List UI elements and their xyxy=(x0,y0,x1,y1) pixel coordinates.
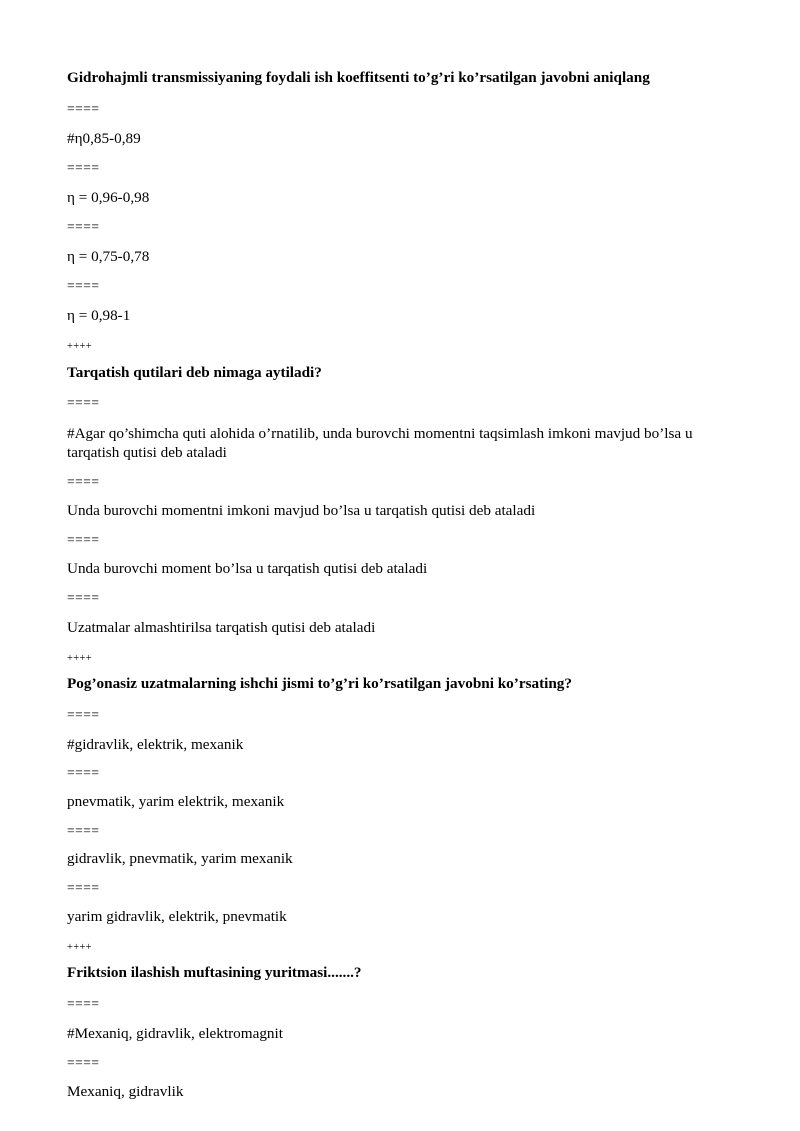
answer-option: yarim gidravlik, elektrik, pnevmatik xyxy=(67,908,287,925)
answer-option: gidravlik, pnevmatik, yarim mexanik xyxy=(67,850,293,867)
answer-option: pnevmatik, yarim elektrik, mexanik xyxy=(67,793,285,810)
answer-option: #η0,85-0,89 xyxy=(67,130,141,147)
separator: ==== xyxy=(67,765,100,780)
separator: ==== xyxy=(67,590,100,605)
answer-option: η = 0,96-0,98 xyxy=(67,189,150,206)
separator: ==== xyxy=(67,707,100,722)
separator: ==== xyxy=(67,395,100,410)
end-marker: ++++ xyxy=(67,341,92,352)
end-marker: ++++ xyxy=(67,653,92,664)
separator: ==== xyxy=(67,1055,100,1070)
separator: ==== xyxy=(67,823,100,838)
answer-option: #gidravlik, elektrik, mexanik xyxy=(67,736,244,753)
answer-option: Uzatmalar almashtirilsa tarqatish qutisi deb ataladi xyxy=(67,619,376,636)
question-4: Friktsion ilashish muftasining yuritmasi.......? xyxy=(67,964,362,981)
separator: ==== xyxy=(67,101,100,116)
separator: ==== xyxy=(67,532,100,547)
end-marker: ++++ xyxy=(67,942,92,953)
separator: ==== xyxy=(67,160,100,175)
separator: ==== xyxy=(67,278,100,293)
question-3: Pog’onasiz uzatmalarning ishchi jismi to’g’ri ko’rsatilgan javobni ko’rsating? xyxy=(67,675,572,692)
answer-option: Unda burovchi moment bo’lsa u tarqatish qutisi deb ataladi xyxy=(67,560,428,577)
separator: ==== xyxy=(67,219,100,234)
answer-option: Mexaniq, gidravlik xyxy=(67,1083,184,1100)
answer-option: #Agar qo’shimcha quti alohida o’rnatilib, unda burovchi momentni taqsimlash imkoni mavjud bo’lsa u tarqatish qutisi deb ataladi xyxy=(67,425,693,461)
separator: ==== xyxy=(67,996,100,1011)
answer-option: η = 0,75-0,78 xyxy=(67,248,150,265)
answer-option: #Mexaniq, gidravlik, elektromagnit xyxy=(67,1025,283,1042)
answer-option: Unda burovchi momentni imkoni mavjud bo’lsa u tarqatish qutisi deb ataladi xyxy=(67,502,536,519)
answer-option: η = 0,98-1 xyxy=(67,307,131,324)
question-2: Tarqatish qutilari deb nimaga aytiladi? xyxy=(67,364,322,381)
question-1: Gidrohajmli transmissiyaning foydali ish koeffitsenti to’g’ri ko’rsatilgan javobni aniqlang xyxy=(67,69,650,86)
separator: ==== xyxy=(67,880,100,895)
separator: ==== xyxy=(67,474,100,489)
